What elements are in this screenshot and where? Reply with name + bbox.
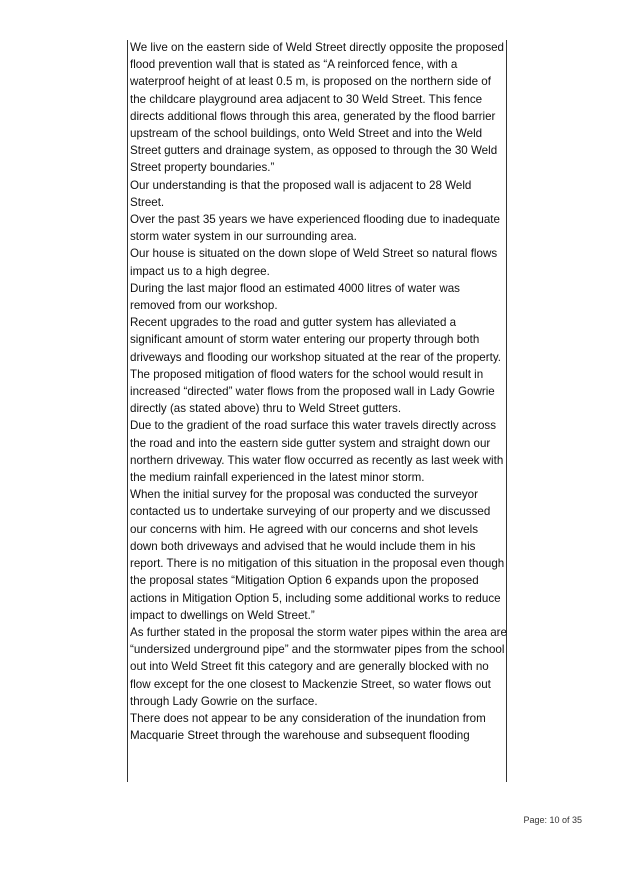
paragraph: When the initial survey for the proposal was conducted the surveyor contacted us to undertake surveying of our property and we discussed our concerns with him. He agreed with our concerns and shot levels down both driveways and advised that he would include them in his report. There is no mitigation of this situation in the proposal even though the proposal states “Mitigation Option 6 expands upon the proposed actions in Mitigation Option 5, including some additional works to reduce impact to dwellings on Weld Street.”: [130, 488, 505, 622]
paragraph: During the last major flood an estimated 4000 litres of water was removed from our workshop.: [130, 281, 460, 313]
paragraph: Our house is situated on the down slope of Weld Street so natural flows impact us to a high degree.: [130, 247, 498, 278]
paragraph: Due to the gradient of the road surface this water travels directly across the road and into the eastern side gutter system and straight down our northern driveway. This water flow occurred as recently as last week with the medium rainfall experienced in the latest minor storm.: [130, 419, 504, 485]
paragraph: Recent upgrades to the road and gutter system has alleviated a significant amount of storm water entering our property through both driveways and flooding our workshop situated at the rear of the property.: [130, 316, 501, 364]
page-number: Page: 10 of 35: [523, 815, 582, 825]
paragraph: There does not appear to be any consideration of the inundation from Macquarie Street through the warehouse and subsequent flooding: [130, 711, 486, 743]
paragraph: As further stated in the proposal the storm water pipes within the area are “undersized underground pipe” and the stormwater pipes from the school out into Weld Street fit this category and are generally blocked with no flow except for the one closest to Mackenzie Street, so water flows out through Lady Gowrie on the surface.: [130, 625, 507, 708]
paragraph: We live on the eastern side of Weld Street directly opposite the proposed flood prevention wall that is stated as “A reinforced fence, with a waterproof height of at least 0.5 m, is proposed on the northern side of the childcare playground area adjacent to 30 Weld Street. This fence directs additional flows through this area, generated by the flood barrier upstream of the school buildings, onto Weld Street and into the Weld Street gutters and drainage system, as opposed to through the 30 Weld Street property boundaries.”: [130, 41, 505, 175]
paragraph: Our understanding is that the proposed wall is adjacent to 28 Weld Street.: [130, 178, 472, 209]
paragraph: The proposed mitigation of flood waters for the school would result in increased “directed” water flows from the proposed wall in Lady Gowrie directly (as stated above) thru to Weld Street gutters.: [130, 367, 495, 416]
paragraph: Over the past 35 years we have experienced flooding due to inadequate storm water system in our surrounding area.: [130, 213, 500, 244]
document-body: [130, 39, 508, 744]
